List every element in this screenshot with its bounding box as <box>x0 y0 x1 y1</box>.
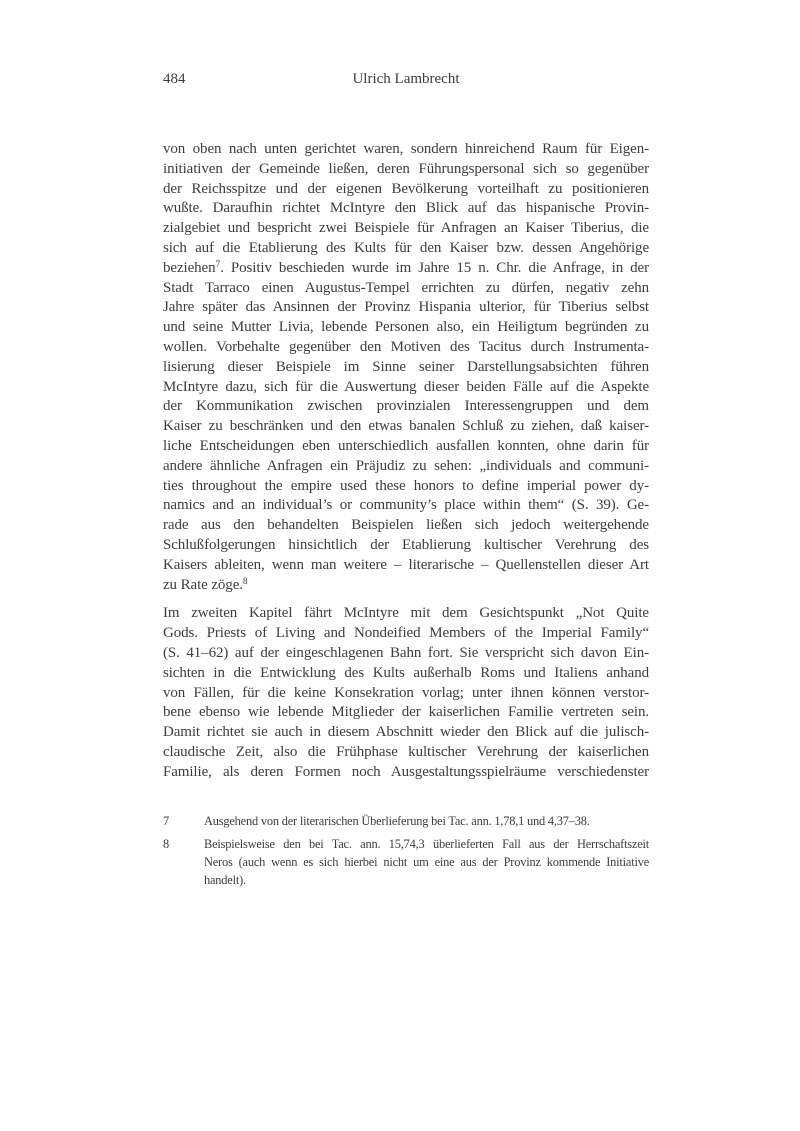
text-line: zialgebiet und bespricht zwei Beispiele für Anfragen an Kaiser Tiberius, die <box>163 220 649 237</box>
text-line: der Reichsspitze und der eigenen Bevölkerung vorteilhaft zu positionieren <box>163 180 649 197</box>
text-line: der Kommunikation zwischen provinzialen Interessengruppen und dem <box>163 398 649 415</box>
paragraph <box>163 140 649 595</box>
text-line: Ausgehend von der literarischen Überlieferung bei Tac. ann. 1,78,1 und 4,37–38. <box>204 814 590 828</box>
text-line: und seine Mutter Livia, lebende Personen also, ein Heiligtum begründen zu <box>163 319 649 336</box>
text-line: beziehen$^7$. Positiv beschieden wurde im Jahre 15 n. Chr. die Anfrage, in der <box>163 259 649 276</box>
text-line: Schlußfolgerungen hinsichtlich der Etablierung kultischer Verehrung des <box>163 536 649 553</box>
page-number: 484 <box>163 71 186 87</box>
footnote-text <box>204 812 649 830</box>
text-line: Kaiser zu beschränken und den etwas banalen Schluß zu ziehen, daß kaiser- <box>163 418 649 435</box>
body-text <box>163 140 649 783</box>
footnote-text <box>204 835 649 889</box>
text-line: initiativen der Gemeinde ließen, deren Führungspersonal sich so gegenüber <box>163 160 649 177</box>
text-line: liche Entscheidungen eben unterschiedlich ausfallen konnten, ohne darin für <box>163 437 649 454</box>
text-line: Stadt Tarraco einen Augustus-Tempel errichten zu dürfen, negativ zehn <box>163 279 649 296</box>
text-line: wußte. Daraufhin richtet McIntyre den Blick auf das hispanische Provin- <box>163 200 649 217</box>
text-line: rade aus den behandelten Beispielen ließen sich jedoch weitergehende <box>163 517 649 534</box>
footnote-ref-superscript: 7 <box>215 259 221 270</box>
text-line: Im zweiten Kapitel fährt McIntyre mit dem Gesichtspunkt „Not Quite <box>163 605 649 622</box>
text-line: (S. 41–62) auf der eingeschlagenen Bahn fort. Sie verspricht sich davon Ein- <box>163 644 649 661</box>
text-line: bene ebenso wie lebende Mitglieder der kaiserlichen Familie vertreten sein. <box>163 704 649 721</box>
text-line: sichten in die Entwicklung des Kults außerhalb Roms und Italiens anhand <box>163 664 649 681</box>
running-head: Ulrich Lambrecht <box>352 71 460 87</box>
text-line: lisierung dieser Beispiele im Sinne seiner Darstellungsabsichten führen <box>163 358 649 375</box>
footnote-number: 7 <box>163 814 169 828</box>
text-line: McIntyre dazu, sich für die Auswertung dieser beiden Fälle auf die Aspekte <box>163 378 649 395</box>
paragraph <box>163 604 649 782</box>
text-line: wollen. Vorbehalte gegenüber den Motiven des Tacitus durch Instrumenta- <box>163 338 649 355</box>
footnote <box>163 812 649 830</box>
text-line: namics and an individual’s or community’s place within them“ (S. 39). Ge- <box>163 497 649 514</box>
page-header <box>163 70 649 88</box>
text-line: handelt). <box>204 873 246 887</box>
text-line: Gods. Priests of Living and Nondeified Members of the Imperial Family“ <box>163 625 649 642</box>
text-line: Kaisers ableiten, wenn man weitere – literarische – Quellenstellen dieser Art <box>163 556 649 573</box>
text-line: ties throughout the empire used these honors to define imperial power dy- <box>163 477 649 494</box>
text-line: Beispielsweise den bei Tac. ann. 15,74,3 überlieferten Fall aus der Herrschaftszeit <box>204 837 649 851</box>
text-line: von oben nach unten gerichtet waren, sondern hinreichend Raum für Eigen- <box>163 141 649 157</box>
text-line: Neros (auch wenn es sich hierbei nicht um eine aus der Provinz kommende Initiative <box>204 855 649 869</box>
footnote-ref-superscript: 8 <box>242 576 248 587</box>
text-line: andere ähnliche Anfragen ein Präjudiz zu sehen: „individuals and communi- <box>163 457 649 474</box>
text-line: zu Rate zöge.$^8$ <box>163 576 248 593</box>
text-line: claudische Zeit, also die Frühphase kultischer Verehrung der kaiserlichen <box>163 743 649 760</box>
text-line: Damit richtet sie auch in diesem Abschnitt wieder den Blick auf die julisch- <box>163 724 649 741</box>
text-line: Familie, als deren Formen noch Ausgestaltungsspielräume verschiedenster <box>163 763 649 780</box>
text-line: sich auf die Etablierung des Kults für den Kaiser bzw. dessen Angehörige <box>163 239 649 256</box>
footnote-number: 8 <box>163 837 169 851</box>
text-line: von Fällen, für die keine Konsekration vorlag; unter ihnen können verstor- <box>163 684 649 701</box>
text-line: Jahre später das Ansinnen der Provinz Hispania ulterior, für Tiberius selbst <box>163 299 649 316</box>
footnotes-section <box>163 812 649 889</box>
footnote <box>163 835 649 889</box>
